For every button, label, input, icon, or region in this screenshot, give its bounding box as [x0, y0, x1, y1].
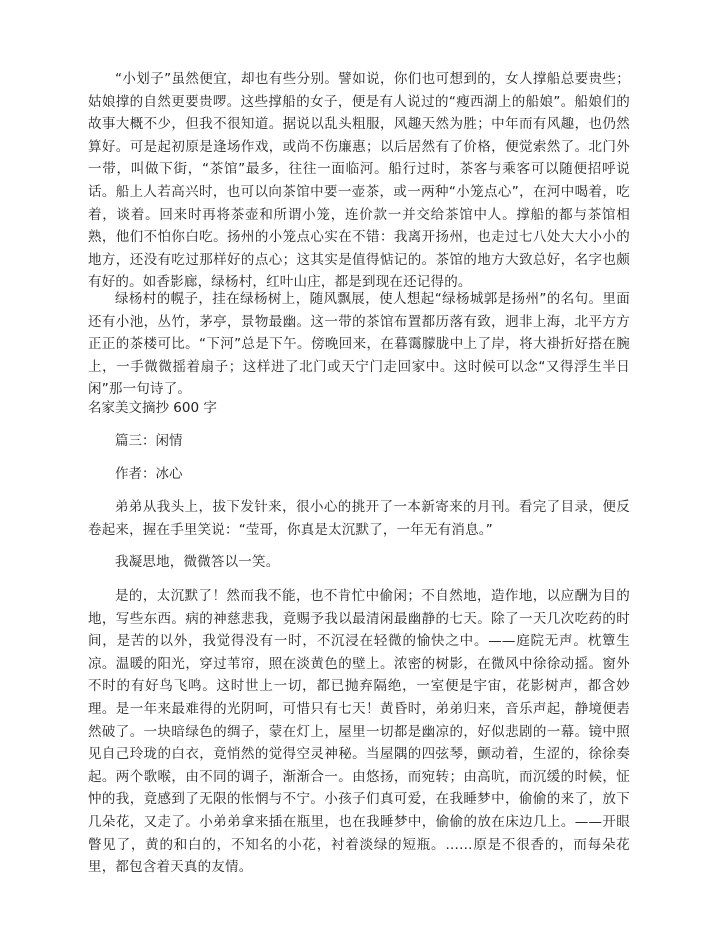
paragraph-smile: 我凝思地，微微答以一笑。 — [115, 554, 280, 570]
paragraph-brother-magazine: 弟弟从我头上，拔下发针来，很小心的挑开了一本新寄来的月刊。看完了目录，便反卷起来，握在手里笑说：“莹哥，你真是太沉默了，一年无有消息。” — [88, 499, 630, 538]
paragraph-green-willow-village: 绿杨村的幌子，挂在绿杨树上，随风飘展，使人想起“绿杨城郭是扬州”的名句。里面还有小池，丛竹，茅亭，景物最幽。这一带的茶馆布置都历落有致，迥非上海，北平方方正正的茶楼可比。“下河”总是下午。傍晚回来，在暮霭朦胧中上了岸，将大褂折好搭在腕上，一手微微摇着扇子；这样进了北门或天宁门走回家中。这时候可以念“又得浮生半日闲”那一句诗了。 — [88, 291, 630, 398]
chapter-title: 篇三：闲情 — [115, 433, 183, 449]
paragraph-small-boats: “小划子”虽然便宜，却也有些分别。譬如说，你们也可想到的，女人撑船总要贵些；姑娘撑的自然更要贵啰。这些撑船的女子，便是有人说过的“瘦西湖上的船娘”。船娘们的故事大概不少，但我不很知道。据说以乱头粗服，风趣天然为胜；中年而有风趣，也仍然算好。可是起初原是逢场作戏，或尚不伤廉惠；以后居然有了价格，便觉索然了。北门外一带，叫做下街，“茶馆”最多，往往一面临河。船行过时，茶客与乘客可以随便招呼说话。船上人若高兴时，也可以向茶馆中要一壶茶，或一两种“小笼点心”，在河中喝着，吃着，谈着。回来时再将茶壶和所谓小笼，连价款一并交给茶馆中人。撑船的都与茶馆相熟，他们不怕你白吃。扬州的小笼点心实在不错：我离开扬州，也走过七八处大大小小的地方，还没有吃过那样好的点心；这其实是值得惦记的。茶馆的地方大致总好，名字也颇有好的。如香影廊，绿杨村，红叶山庄，都是到现在还记得的。 — [88, 71, 630, 291]
paragraph-silence: 是的，太沉默了！然而我不能，也不肯忙中偷闲；不自然地，造作地，以应酬为目的地，写些东西。病的神慈悲我，竟赐予我以最清闲最幽静的七天。除了一天几次吃药的时间，是苦的以外，我觉得没有一时，不沉浸在轻微的愉快之中。——庭院无声。枕簟生凉。温暖的阳光，穿过苇帘，照在淡黄色的壁上。浓密的树影，在微风中徐徐动摇。窗外不时的有好鸟飞鸣。这时世上一切，都已抛弃隔绝，一室便是宇宙，花影树声，都含妙理。是一年来最难得的光阴呵，可惜只有七天！黄昏时，弟弟归来，音乐声起，静境便砉然破了。一块暗绿色的绸子，蒙在灯上，屋里一切都是幽凉的，好似悲剧的一幕。镜中照见自己玲珑的白衣，竟悄然的觉得空灵神秘。当屋隅的四弦琴，颤动着，生涩的，徐徐奏起。两个歌喉，由不同的调子，渐渐合一。由悠扬，而宛转；由高吭，而沉缓的时候，怔忡的我，竟感到了无限的怅惘与不宁。小孩子们真可爱，在我睡梦中，偷偷的来了，放下几朵花，又走了。小弟弟拿来插在瓶里，也在我睡梦中，偷偷的放在床边几上。——开眼瞥见了，黄的和白的，不知名的小花，衬着淡绿的短瓶。……原是不很香的，而每朵花里，都包含着天真的友情。 — [88, 588, 630, 876]
section-title: 名家美文摘抄 600 字 — [88, 400, 217, 416]
author-line: 作者：冰心 — [115, 466, 183, 482]
